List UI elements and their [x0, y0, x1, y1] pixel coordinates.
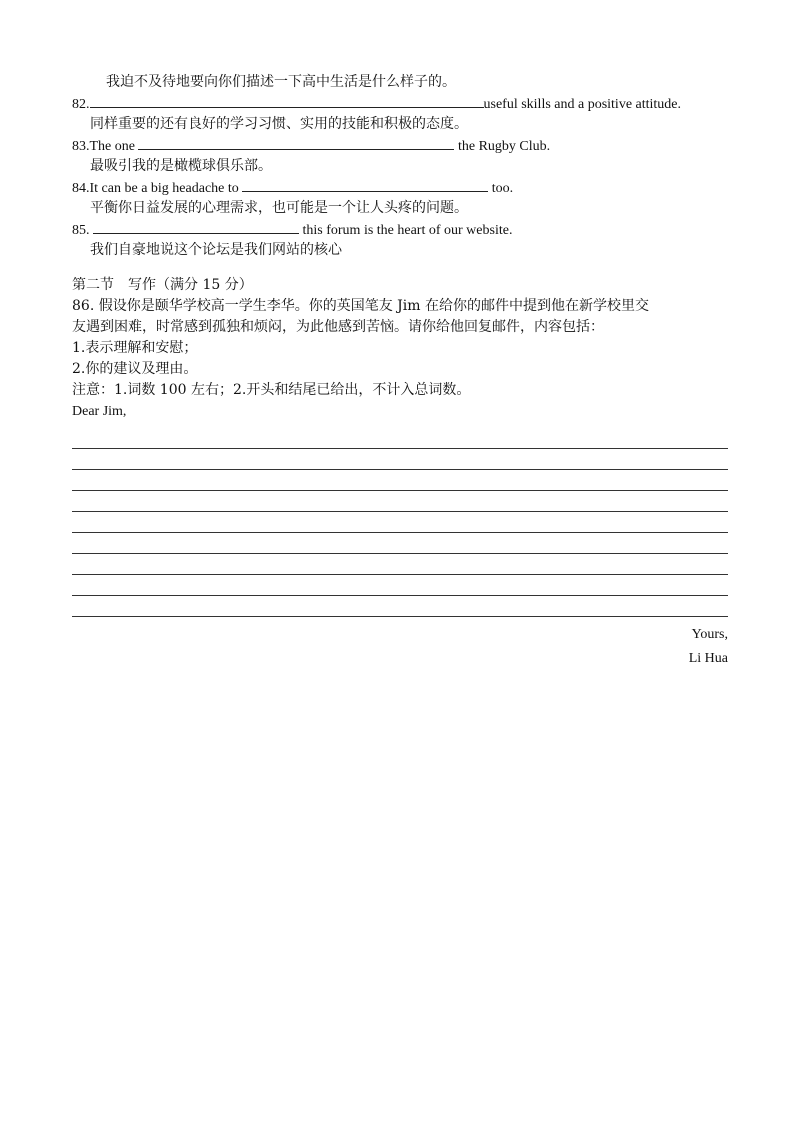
answer-blank[interactable]: [242, 177, 488, 192]
item-number: 85.: [72, 223, 90, 238]
writing-area[interactable]: [72, 428, 728, 617]
item-text-after: the Rugby Club.: [457, 139, 551, 154]
item-84: [72, 177, 728, 198]
item-82-translation: 同样重要的还有良好的学习习惯、实用的技能和积极的态度。: [90, 116, 468, 132]
requirement-1: 1.表示理解和安慰；: [72, 340, 198, 356]
item-83: [72, 135, 728, 156]
item-83-translation: 最吸引我的是橄榄球俱乐部。: [90, 158, 272, 174]
letter-signature: Li Hua: [688, 651, 728, 666]
section-title: 第二节 写作（满分 15 分）: [72, 277, 253, 293]
item-number: 82.: [72, 97, 90, 112]
intro-line: 我迫不及待地要向你们描述一下高中生活是什么样子的。: [106, 74, 456, 90]
item-number: 83.: [72, 139, 90, 154]
writing-line[interactable]: [72, 575, 728, 596]
item-85: [72, 219, 728, 240]
item-text-after: useful skills and a positive attitude.: [483, 97, 682, 112]
letter-greeting: Dear Jim,: [72, 404, 127, 419]
prompt-line-1: 86. 假设你是颐华学校高一学生李华。你的英国笔友 Jim 在给你的邮件中提到他在新学校里交: [72, 298, 649, 314]
writing-line[interactable]: [72, 533, 728, 554]
requirement-2: 2.你的建议及理由。: [72, 361, 198, 377]
item-82: [72, 93, 728, 114]
item-text-after: too.: [491, 181, 514, 196]
writing-line[interactable]: [72, 470, 728, 491]
answer-blank[interactable]: [93, 219, 299, 234]
answer-blank[interactable]: [138, 135, 454, 150]
prompt-line-2: 友遇到困难，时常感到孤独和烦闷，为此他感到苦恼。请你给他回复邮件，内容包括：: [72, 319, 604, 335]
item-text-before: It can be a big headache to: [89, 181, 239, 196]
letter-signoff: [72, 623, 728, 671]
answer-blank[interactable]: [90, 93, 484, 108]
writing-line[interactable]: [72, 449, 728, 470]
item-text-after: this forum is the heart of our website.: [302, 223, 513, 238]
writing-line[interactable]: [72, 512, 728, 533]
item-text-before: The one: [89, 139, 135, 154]
item-84-translation: 平衡你日益发展的心理需求，也可能是一个让人头疼的问题。: [90, 200, 468, 216]
item-number: 84.: [72, 181, 90, 196]
letter-closing: Yours,: [691, 627, 728, 642]
worksheet-page: [72, 72, 728, 671]
item-85-translation: 我们自豪地说这个论坛是我们网站的核心: [90, 242, 342, 258]
writing-line[interactable]: [72, 554, 728, 575]
writing-line[interactable]: [72, 428, 728, 449]
writing-line[interactable]: [72, 596, 728, 617]
writing-line[interactable]: [72, 491, 728, 512]
instruction-note: 注意：1.词数 100 左右；2.开头和结尾已给出，不计入总词数。: [72, 382, 471, 398]
